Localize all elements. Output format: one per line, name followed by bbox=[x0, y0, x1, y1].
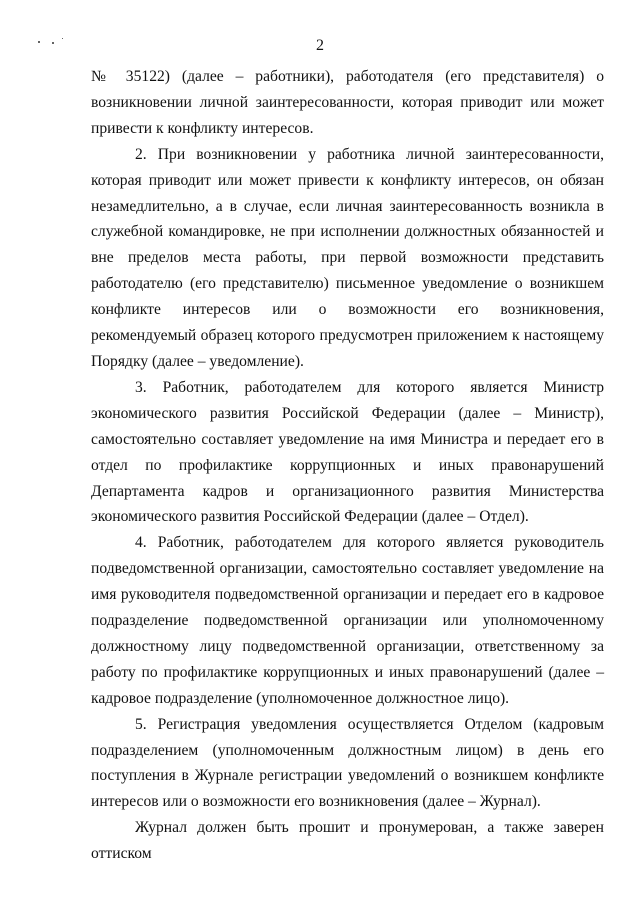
paragraph-journal: Журнал должен быть прошит и пронумерован, а также заверен оттиском bbox=[91, 819, 604, 863]
document-body bbox=[91, 64, 604, 867]
page-number: 2 bbox=[316, 37, 324, 54]
paragraph-item-4: 4. Работник, работодателем для которого является руководитель подведомственной организации, самостоятельно составляет уведомление на имя руководителя подведомственной организации и передает его в кадровое подразделение подведомственной организации или уполномоченному должностному лицу подведомственной организации, ответственному за работу по профилактике коррупционных и иных правонарушений (далее – кадровое подразделение (уполномоченное должностное лицо). bbox=[91, 534, 604, 707]
paragraph-item-5: 5. Регистрация уведомления осуществляется Отделом (кадровым подразделением (уполномоченным должностным лицом) в день его поступления в Журнале регистрации уведомлений о возникшем конфликте интересов или о возможности его возникновения (далее – Журнал). bbox=[91, 715, 604, 811]
paragraph-item-3: 3. Работник, работодателем для которого является Министр экономического развития Российской Федерации (далее – Министр), самостоятельно составляет уведомление на имя Министра и передает его в отдел по профилактике коррупционных и иных правонарушений Департамента кадров и организационного развития Министерства экономического развития Российской Федерации (далее – Отдел). bbox=[91, 378, 604, 526]
paragraph-continuation: № 35122) (далее – работники), работодателя (его представителя) о возникновении личной заинтересованности, которая приводит или может привести к конфликту интересов. bbox=[91, 68, 604, 137]
paragraph-item-2: 2. При возникновении у работника личной заинтересованности, которая приводит или может привести к конфликту интересов, он обязан незамедлительно, а в случае, если личная заинтересованность возникла в служебной командировке, не при исполнении должностных обязанностей и вне пределов места работы, при первой возможности представить работодателю (его представителю) письменное уведомление о возникшем конфликте интересов или о возможности его возникновения, рекомендуемый образец которого предусмотрен приложением к настоящему Порядку (далее – уведомление). bbox=[91, 145, 604, 370]
